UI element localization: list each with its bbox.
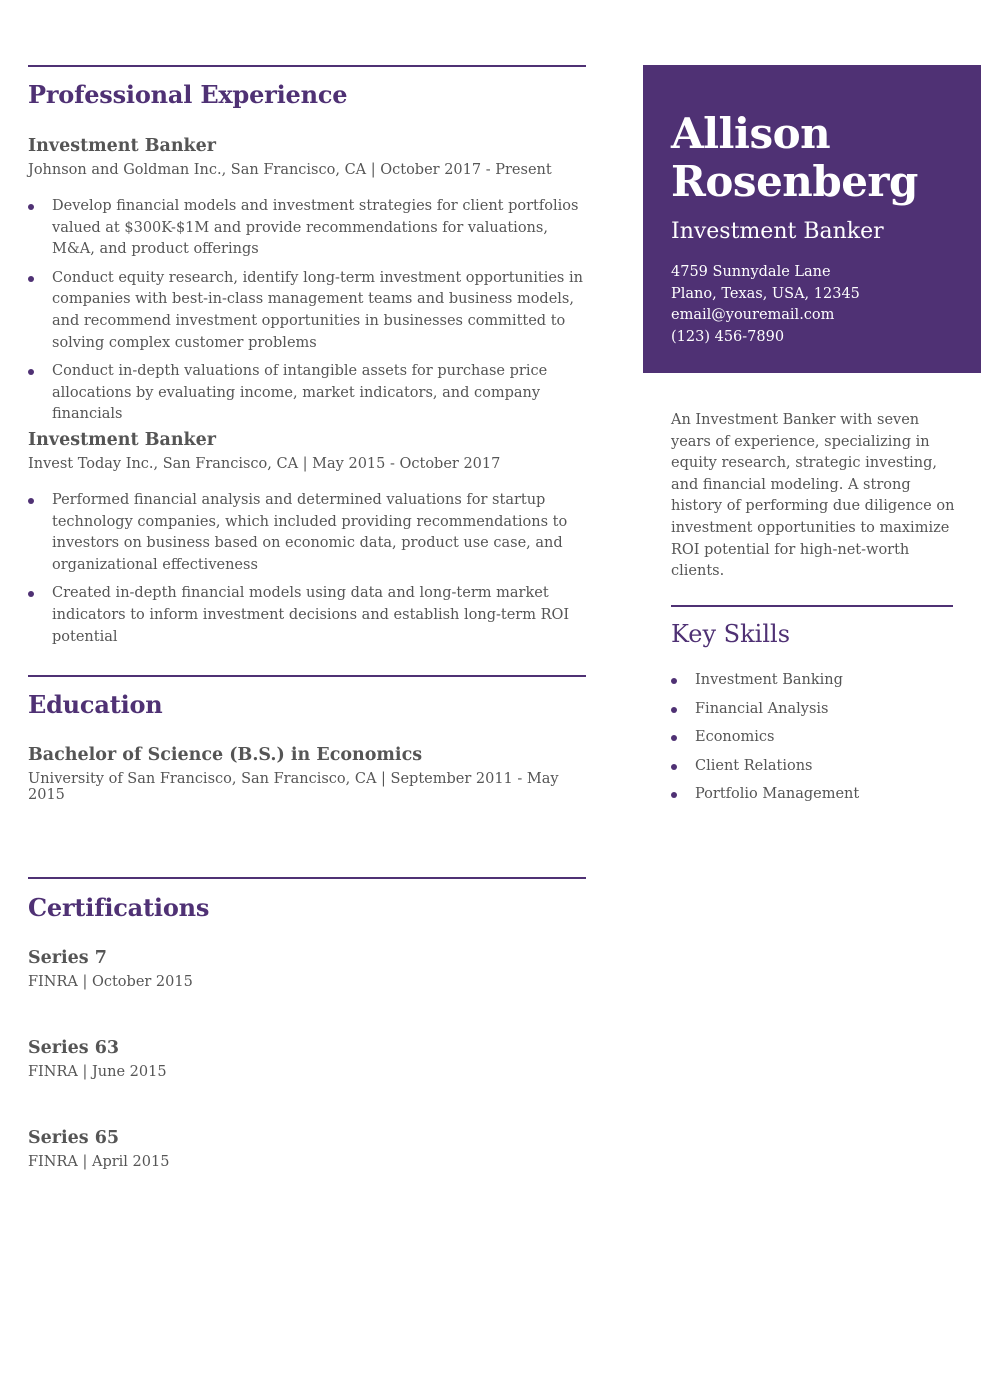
list-item: Financial Analysis [671,699,953,721]
experience-heading: Professional Experience [28,80,348,109]
header-box [643,65,981,373]
bullet-icon [671,764,677,770]
bullet-icon [671,678,677,684]
bullet-icon [28,369,34,375]
job-entry-1 [28,136,586,433]
email-line: email@youremail.com [671,307,835,324]
certification-meta: FINRA | June 2015 [28,1064,167,1080]
job-title: Investment Banker [28,430,217,450]
list-item: Conduct equity research, identify long-term investment opportunities in companies with best-in-class management teams and business models, and recommend investment opportunities in businesses committed to solving complex customer problems [28,268,586,354]
education-rule [28,675,586,677]
certifications-rule [28,877,586,879]
list-item: Conduct in-depth valuations of intangible assets for purchase price allocations by evaluating income, market indicators, and company financials [28,361,586,426]
bullet-icon [28,204,34,210]
certification-entry [28,948,193,990]
city-line: Plano, Texas, USA, 12345 [671,285,860,302]
address-line: 4759 Sunnydale Lane [671,264,831,280]
list-item: Develop financial models and investment strategies for client portfolios valued at $300K-$1M and provide recommendations for valuations, M&A, and product offerings [28,196,586,261]
summary-text: An Investment Banker with seven years of experience, specializing in equity research, strategic investing, and financial modeling. A strong history of performing due diligence on investment opportunities to maximize ROI potential for high-net-worth clients. [671,412,955,580]
bullet-icon [28,498,34,504]
name-line-2: Rosenberg [671,157,918,206]
job-bullets [28,490,586,648]
certification-meta: FINRA | April 2015 [28,1154,170,1170]
education-meta: University of San Francisco, San Francisco, CA | September 2011 - May 2015 [28,771,559,803]
experience-rule [28,65,586,67]
bullet-icon [671,792,677,798]
phone-line: (123) 456-7890 [671,328,785,345]
job-entry-2 [28,430,586,655]
certification-name: Series 7 [28,948,107,968]
list-item: Portfolio Management [671,784,953,806]
list-item: Client Relations [671,756,953,778]
bullet-icon [28,276,34,282]
education-entry [28,745,586,803]
certification-meta: FINRA | October 2015 [28,974,193,990]
list-item: Investment Banking [671,670,953,692]
bullet-icon [671,707,677,713]
bullet-icon [28,591,34,597]
contact-block [671,262,860,348]
skills-rule [671,605,953,607]
certification-name: Series 63 [28,1038,120,1058]
job-meta: Johnson and Goldman Inc., San Francisco, CA | October 2017 - Present [28,162,552,178]
education-heading: Education [28,690,163,719]
list-item: Performed financial analysis and determined valuations for startup technology companies, which included providing recommendations to investors on business based on economic data, product use case, and organizational effectiveness [28,490,586,576]
certification-entry [28,1128,169,1170]
candidate-name [671,110,918,206]
certification-entry [28,1038,167,1080]
skills-heading: Key Skills [671,620,791,648]
bullet-icon [671,735,677,741]
name-line-1: Allison [671,109,831,158]
certification-name: Series 65 [28,1128,120,1148]
certifications-heading: Certifications [28,893,210,922]
headline: Investment Banker [671,219,884,244]
job-title: Investment Banker [28,136,217,156]
list-item: Created in-depth financial models using data and long-term market indicators to inform investment decisions and establish long-term ROI potential [28,583,586,648]
skills-list [671,670,953,813]
list-item: Economics [671,727,953,749]
job-bullets [28,196,586,426]
job-meta: Invest Today Inc., San Francisco, CA | May 2015 - October 2017 [28,456,501,472]
degree-title: Bachelor of Science (B.S.) in Economics [28,745,423,765]
